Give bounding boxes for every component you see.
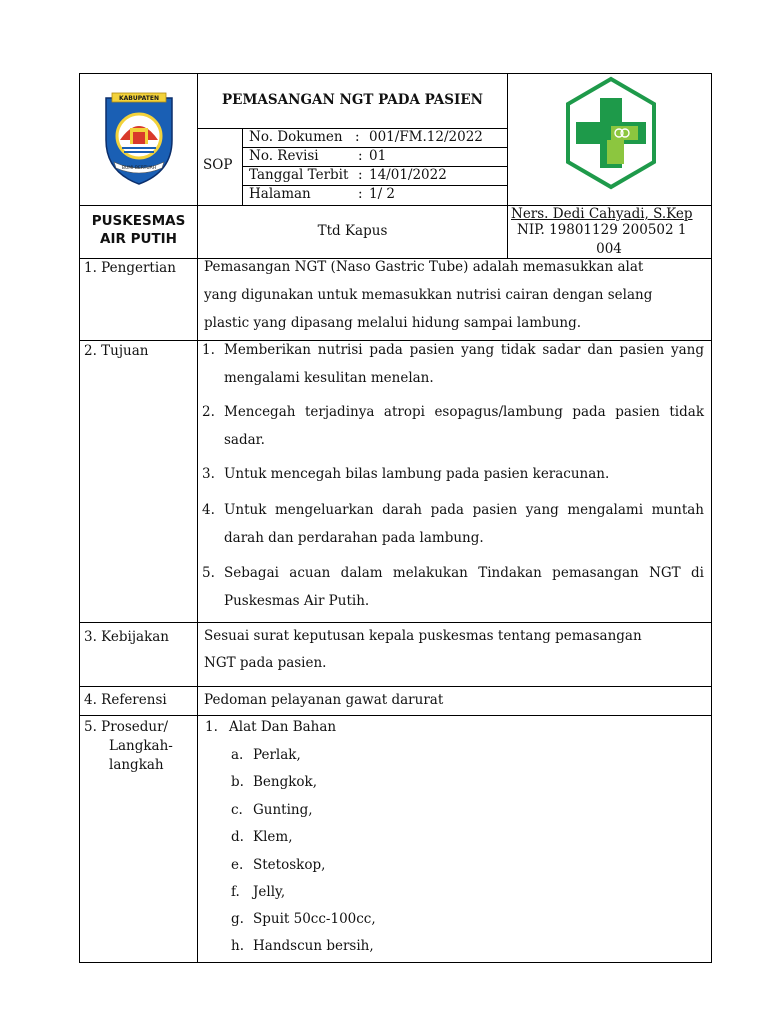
doc-field-sep: :	[358, 167, 363, 183]
doc-field-sep: :	[358, 148, 363, 164]
list-item-text: Untuk mencegah bilas lambung pada pasien keracunan.	[224, 466, 610, 482]
pengertian-line: yang digunakan untuk memasukkan nutrisi cairan dengan selang	[204, 287, 653, 303]
list-item-number: 4.	[202, 502, 215, 518]
list-item-text: Perlak,	[253, 747, 301, 763]
list-item-letter: c.	[231, 802, 243, 818]
list-item-text: Stetoskop,	[253, 857, 326, 873]
signer-nip-line1: NIP. 19801129 200502 1	[517, 222, 687, 238]
list-item	[202, 461, 704, 489]
doc-field-label: Tanggal Terbit	[249, 167, 349, 183]
sop-label: SOP	[203, 157, 233, 173]
list-item-text: Memberikan nutrisi pada pasien yang tidak sadar dan pasien yang mengalami kesulitan menelan.	[224, 342, 704, 386]
kebijakan-line: Sesuai surat keputusan kepala puskesmas tentang pemasangan	[204, 628, 642, 644]
district-logo	[100, 90, 178, 186]
section-label-kebijakan: 3. Kebijakan	[84, 629, 170, 645]
list-item-text: Bengkok,	[253, 774, 318, 790]
section-label-referensi: 4. Referensi	[84, 692, 167, 708]
referensi-text: Pedoman pelayanan gawat darurat	[204, 692, 444, 708]
doc-field-label: Halaman	[249, 186, 311, 202]
doc-field-value: 14/01/2022	[369, 167, 447, 183]
list-item	[202, 337, 704, 393]
pengertian-line: plastic yang dipasang melalui hidung sampai lambung.	[204, 315, 582, 331]
table-border-right	[711, 73, 712, 963]
section-label-prosedur-line2: Langkah-	[109, 738, 173, 754]
doc-field-value: 01	[369, 148, 387, 164]
doc-field-sep: :	[358, 186, 363, 202]
table-border-bottom	[79, 962, 712, 963]
list-item-letter: f.	[231, 884, 240, 900]
list-item-number: 3.	[202, 466, 215, 482]
signer-name: Ners. Dedi Cahyadi, S.Kep	[511, 206, 693, 222]
logo-left-ribbon: BUMI BERTUAH	[121, 166, 157, 171]
doc-field-label: No. Dokumen	[249, 129, 343, 145]
doc-field-sep: :	[355, 129, 360, 145]
org-name-line1: PUSKESMAS	[91, 213, 186, 229]
row-divider-3	[79, 686, 712, 687]
list-item-number: 1.	[202, 342, 215, 358]
list-item	[202, 399, 704, 455]
list-item	[202, 497, 704, 553]
list-item-number: 5.	[202, 565, 215, 581]
list-item-text: Sebagai acuan dalam melakukan Tindakan pemasangan NGT di Puskesmas Air Putih.	[224, 565, 704, 609]
signer-nip-line2: 004	[596, 241, 622, 257]
list-item-text: Mencegah terjadinya atropi esopagus/lambung pada pasien tidak sadar.	[224, 404, 704, 448]
section-label-prosedur-line3: langkah	[109, 757, 164, 773]
section-label-tujuan: 2. Tujuan	[84, 343, 149, 359]
doc-field-value: 1/ 2	[369, 186, 396, 202]
prosedur-heading-number: 1.	[205, 719, 218, 735]
list-item-text: Klem,	[253, 829, 293, 845]
logo-left-text: KABUPATEN	[119, 95, 159, 102]
pengertian-line: Pemasangan NGT (Naso Gastric Tube) adalah memasukkan alat	[204, 259, 644, 275]
list-item-letter: b.	[231, 774, 244, 790]
doc-field-label: No. Revisi	[249, 148, 319, 164]
kebijakan-line: NGT pada pasien.	[204, 655, 327, 671]
table-border-left	[79, 73, 80, 963]
list-item-text: Gunting,	[253, 802, 313, 818]
doc-field-value: 001/FM.12/2022	[369, 129, 483, 145]
list-item-letter: e.	[231, 857, 244, 873]
section-label-pengertian: 1. Pengertian	[84, 260, 176, 276]
org-name-line2: AIR PUTIH	[100, 231, 177, 247]
document-title: PEMASANGAN NGT PADA PASIEN	[222, 92, 483, 108]
list-item-text: Handscun bersih,	[253, 938, 374, 954]
list-item-text: Jelly,	[253, 884, 286, 900]
prosedur-heading: Alat Dan Bahan	[229, 719, 337, 735]
row-divider-4	[79, 715, 712, 716]
list-item-letter: d.	[231, 829, 244, 845]
list-item-text: Untuk mengeluarkan darah pada pasien yang mengalami muntah darah dan perdarahan pada lambung.	[224, 502, 704, 546]
list-item-letter: a.	[231, 747, 244, 763]
puskesmas-logo	[564, 76, 658, 190]
col-divider-1	[197, 73, 198, 963]
list-item-text: Spuit 50cc-100cc,	[253, 911, 376, 927]
table-border-top	[79, 73, 712, 74]
list-item-number: 2.	[202, 404, 215, 420]
list-item-letter: g.	[231, 911, 244, 927]
list-item-letter: h.	[231, 938, 244, 954]
list-item	[202, 560, 704, 616]
section-label-prosedur-line1: 5. Prosedur/	[84, 719, 169, 735]
signature-label: Ttd Kapus	[317, 223, 388, 239]
